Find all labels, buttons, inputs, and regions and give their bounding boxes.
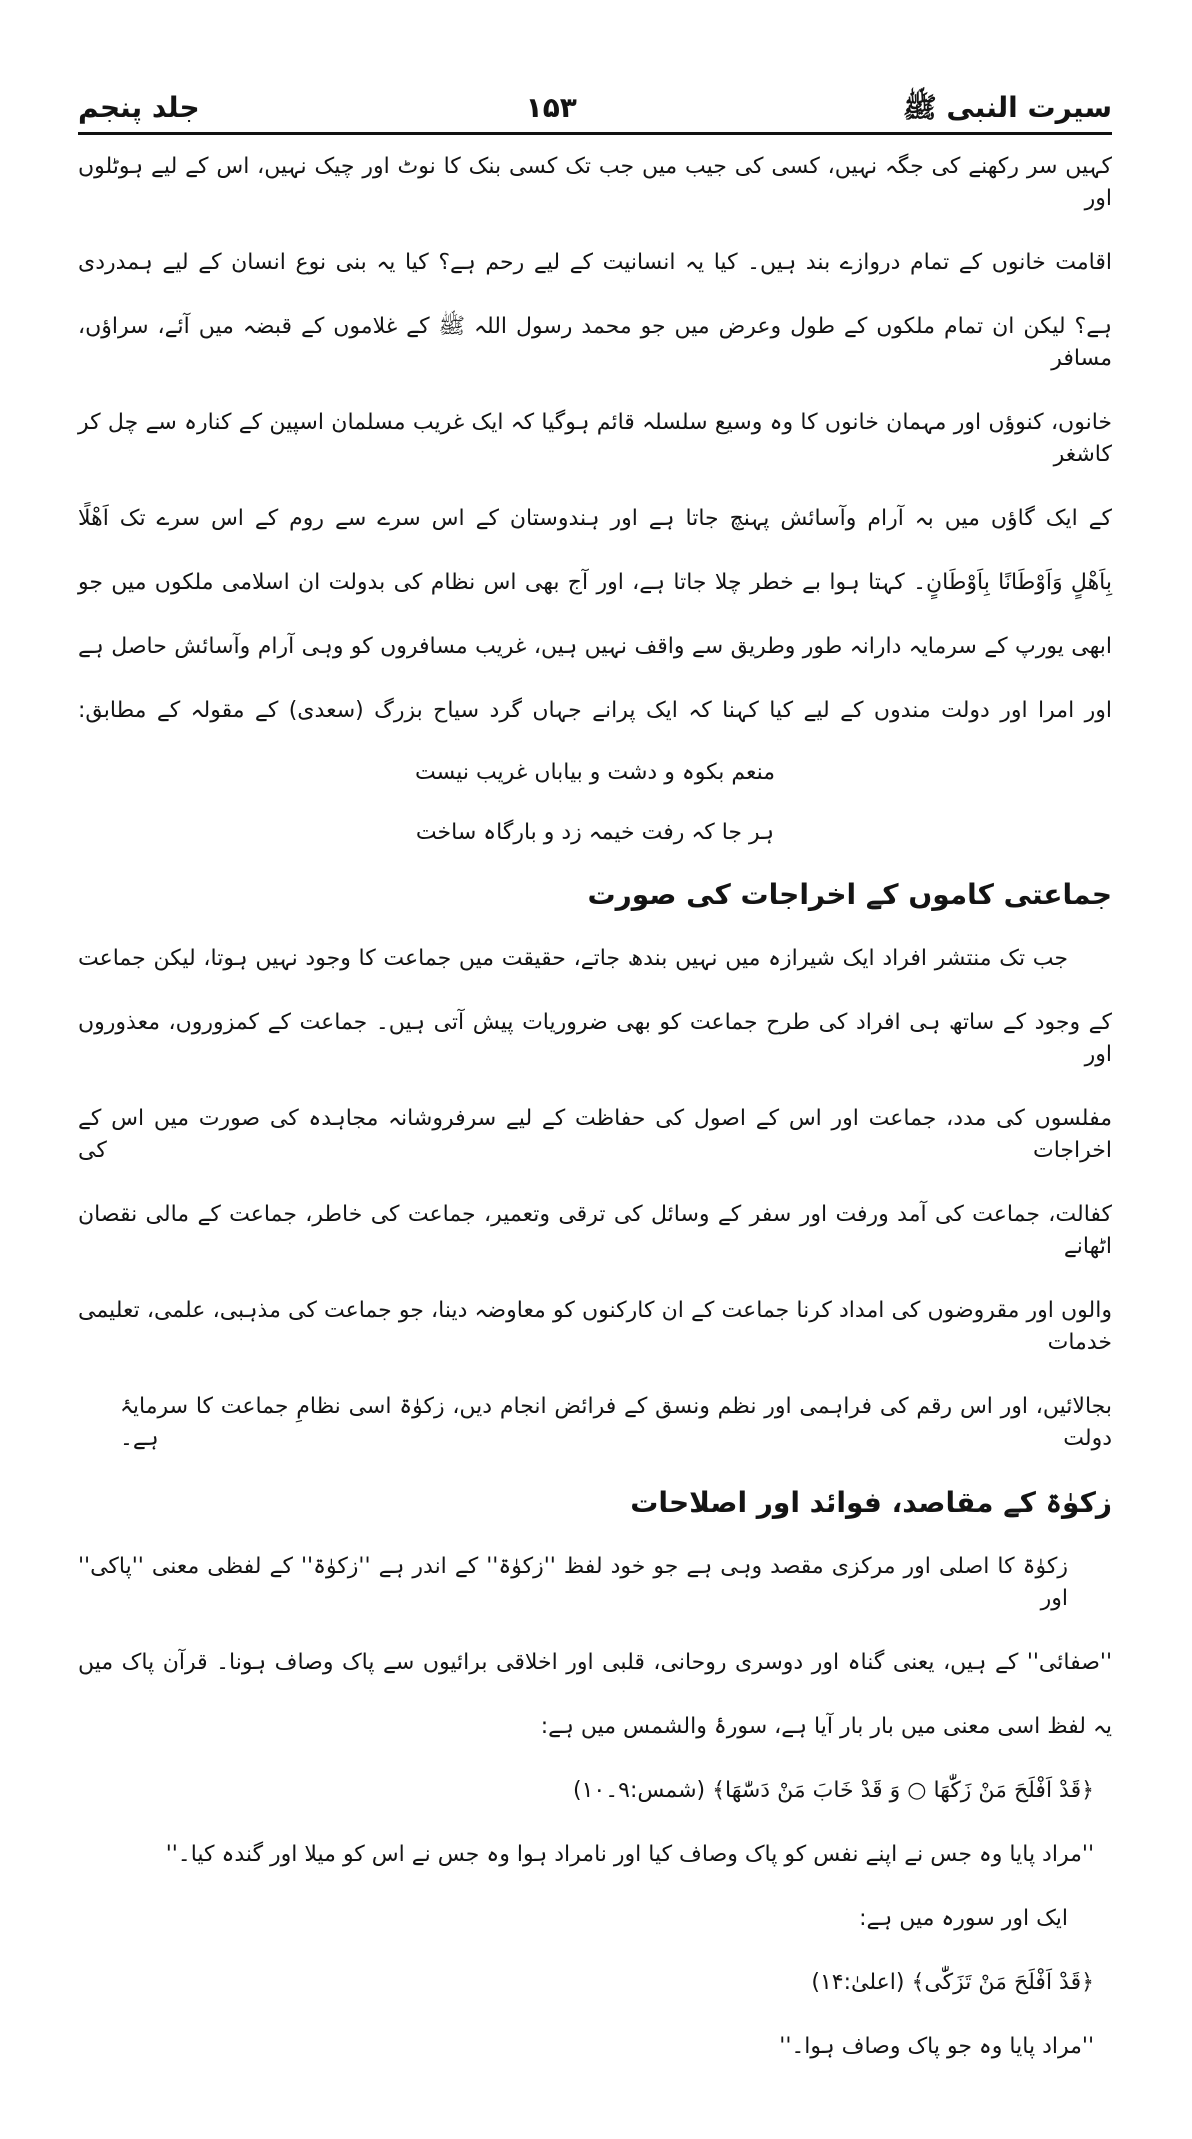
text-line: کے ایک گاؤں میں بہ آرام وآسائش پہنچ جاتا ہے اور ہندوستان کے اس سرے سے روم کے اس سرے تک اَھْلًا xyxy=(78,506,1112,531)
text-line: والوں اور مقروضوں کی امداد کرنا جماعت کے ان کارکنوں کو معاوضہ دینا، جو جماعت کی مذہبی، علمی، تعلیمی خدمات xyxy=(78,1298,1112,1355)
text-line: زکوٰۃ کا اصلی اور مرکزی مقصد وہی ہے جو خود لفظ ''زکوٰۃ'' کے اندر ہے ''زکوٰۃ'' کے لفظی معنی ''پاکی'' اور xyxy=(78,1554,1068,1611)
text-line: اقامت خانوں کے تمام دروازے بند ہیں۔ کیا یہ انسانیت کے لیے رحم ہے؟ کیا یہ بنی نوع انسان کے لیے ہمدردی xyxy=(78,250,1112,275)
verse-line: منعم بکوہ و دشت و بیاباں غریب نیست xyxy=(414,760,776,785)
text-line: کے وجود کے ساتھ ہی افراد کی طرح جماعت کو بھی ضروریات پیش آتی ہیں۔ جماعت کے کمزوروں، معذوروں اور xyxy=(78,1010,1112,1067)
text-line: جب تک منتشر افراد ایک شیرازہ میں نہیں بندھ جاتے، حقیقت میں جماعت کا وجود نہیں ہوتا، لیکن جماعت xyxy=(78,946,1068,971)
text-line: بِاَھْلٍ وَاَوْطَانًا بِاَوْطَانٍ۔ کہتا ہوا بے خطر چلا جاتا ہے، اور آج بھی اس نظام کی بدولت ان اسلامی ملکوں میں جو xyxy=(78,570,1112,595)
paragraph-2 xyxy=(78,927,1112,1471)
running-header xyxy=(78,88,1112,135)
quran-verse: ﴿قَدْ اَفْلَحَ مَنْ زَکّٰهَا ○ وَ قَدْ خَابَ مَنْ دَسّٰهَا﴾ (شمس:۹۔۱۰) xyxy=(572,1778,1094,1803)
text-line: اور امرا اور دولت مندوں کے لیے کیا کہنا کہ ایک پرانے جہاں گرد سیاح بزرگ (سعدی) کے مقولہ کے مطابق: xyxy=(78,698,1112,723)
text-line: یہ لفظ اسی معنی میں بار بار آیا ہے، سورۂ والشمس میں ہے: xyxy=(540,1714,1112,1739)
volume-label: جلد پنجم xyxy=(78,91,200,124)
text-line: ''صفائی'' کے ہیں، یعنی گناہ اور دوسری روحانی، قلبی اور اخلاقی برائیوں سے پاک وصاف ہونا۔ قرآن پاک میں xyxy=(78,1650,1112,1675)
page-number: ۱۵۳ xyxy=(525,91,577,124)
quran-verse: ﴿قَدْ اَفْلَحَ مَنْ تَزَکّٰی﴾ (اعلیٰ:۱۴) xyxy=(811,1970,1094,1995)
text-line: مفلسوں کی مدد، جماعت اور اس کے اصول کی حفاظت کے لیے سرفروشانہ مجاہدہ کی صورت میں اس کے اخراجات کی xyxy=(78,1106,1112,1163)
verse-line: ہر جا کہ رفت خیمہ زد و بارگاہ ساخت xyxy=(415,820,775,845)
text-line: ابھی یورپ کے سرمایہ دارانہ طور وطریق سے واقف نہیں ہیں، غریب مسافروں کو وہی آرام وآسائش حاصل ہے xyxy=(78,634,1112,659)
translation-line: ''مراد پایا وہ جس نے اپنے نفس کو پاک وصاف کیا اور نامراد ہوا وہ جس نے اس کو میلا اور گندہ کیا۔'' xyxy=(165,1842,1094,1867)
persian-verse xyxy=(78,743,1112,863)
text-line: خانوں، کنوؤں اور مہمان خانوں کا وہ وسیع سلسلہ قائم ہوگیا کہ ایک غریب مسلمان اسپین کے کنارہ سے چل کر کاشغر xyxy=(78,410,1112,467)
text-line: ہے؟ لیکن ان تمام ملکوں کے طول وعرض میں جو محمد رسول اللہ ﷺ کے غلاموں کے قبضہ میں آئے، سراؤں، مسافر xyxy=(78,314,1112,371)
text-line: کہیں سر رکھنے کی جگہ نہیں، کسی کی جیب میں جب تک کسی بنک کا نوٹ اور چیک نہیں، اس کے لیے ہوٹلوں اور xyxy=(78,154,1112,211)
translation-line: ''مراد پایا وہ جو پاک وصاف ہوا۔'' xyxy=(779,2034,1094,2059)
quran-quotes xyxy=(78,1759,1112,2079)
paragraph-3 xyxy=(78,1535,1112,1759)
text-line: ایک اور سورہ میں ہے: xyxy=(859,1906,1068,1931)
section-heading: جماعتی کاموں کے اخراجات کی صورت xyxy=(587,878,1112,911)
section-heading: زکوٰۃ کے مقاصد، فوائد اور اصلاحات xyxy=(630,1486,1112,1519)
paragraph-1 xyxy=(78,135,1112,743)
text-line: بجالائیں، اور اس رقم کی فراہمی اور نظم ونسق کے فرائض انجام دیں، زکوٰۃ اسی نظامِ جماعت کا سرمایۂ دولت ہے۔ xyxy=(120,1394,1112,1451)
text-line: کفالت، جماعت کی آمد ورفت اور سفر کے وسائل کی ترقی وتعمیر، جماعت کی خاطر، جماعت کے مالی نقصان اٹھانے xyxy=(78,1202,1112,1259)
book-title: سیرت النبی ﷺ xyxy=(902,91,1112,124)
